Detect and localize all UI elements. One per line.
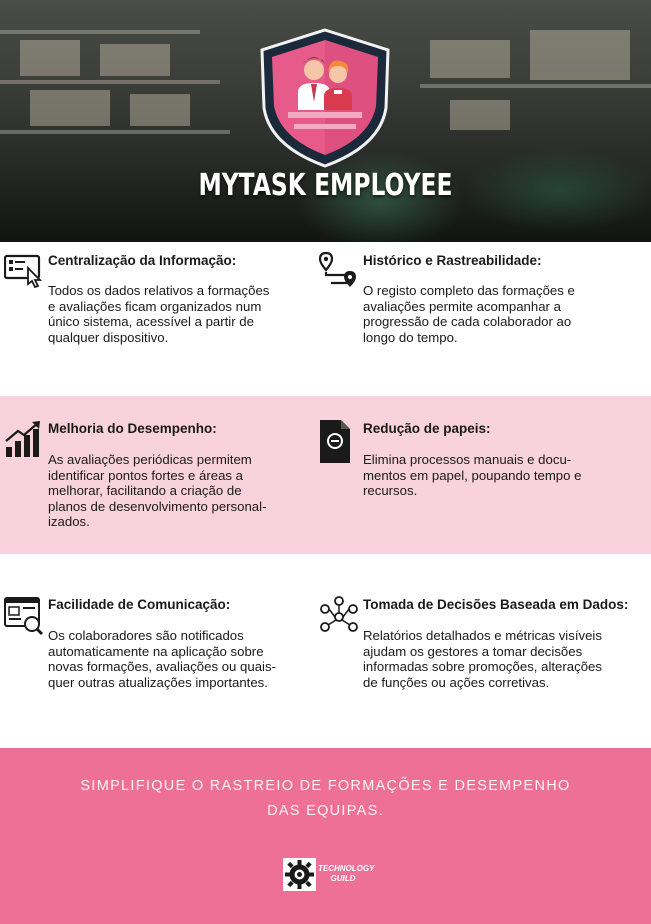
people-network-icon [319, 595, 359, 635]
feature-line: izados. [48, 514, 90, 530]
feature-description [363, 628, 648, 690]
feature-line: As avaliações periódicas permitem [48, 452, 252, 467]
feature-communication [4, 595, 304, 705]
box [20, 40, 80, 76]
feature-line: melhorar, facilitando a criação de [48, 483, 242, 499]
feature-line: automaticamente na aplicação sobre [48, 643, 264, 659]
feature-title: Melhoria do Desempenho: [48, 421, 217, 436]
logo [283, 858, 316, 891]
logo-line: GUILD [330, 874, 356, 883]
feature-description [48, 452, 303, 530]
box [430, 40, 510, 78]
feature-title: Centralização da Informação: [48, 253, 237, 268]
document-minus-icon [319, 419, 359, 465]
feature-line: recursos. [363, 483, 418, 499]
gear-logo-icon [283, 858, 316, 891]
feature-line: informadas sobre promoções, alterações [363, 659, 602, 675]
feature-line: novas formações, avaliações ou quais- [48, 659, 276, 675]
feature-line: O registo completo das formações e [363, 283, 575, 298]
feature-line: e avaliações ficam organizados num [48, 298, 262, 314]
dashboard-touch-icon [4, 251, 44, 291]
feature-history [319, 251, 619, 361]
growth-chart-icon [4, 419, 44, 459]
feature-line: progressão de cada colaborador ao [363, 314, 572, 330]
feature-description [48, 628, 303, 690]
slogan-line: SIMPLIFIQUE O RASTREIO DE FORMAÇÕES E DESEMPENHO [80, 778, 571, 794]
feature-line: quer outras atualizações importantes. [48, 674, 268, 690]
feature-line: Elimina processos manuais e docu- [363, 452, 572, 467]
feature-line: Os colaboradores são notificados [48, 628, 244, 643]
box [450, 100, 510, 130]
feature-line: Relatórios detalhados e métricas visíveis [363, 628, 602, 643]
feature-description [363, 283, 618, 345]
box [130, 94, 190, 126]
logo-line: TECHNOLOGY [318, 864, 375, 873]
feature-line: ajudam os gestores a tomar decisões [363, 643, 583, 659]
feature-title: Facilidade de Comunicação: [48, 597, 231, 612]
notification-window-icon [4, 595, 44, 635]
shelf [0, 30, 200, 34]
feature-line: Todos os dados relativos a formações [48, 283, 270, 298]
feature-line: qualquer dispositivo. [48, 329, 169, 345]
page-title: MYTASK EMPLOYEE [198, 168, 453, 203]
feature-line: longo do tempo. [363, 329, 458, 345]
shelf [420, 84, 651, 88]
feature-line: avaliações permite acompanhar a [363, 298, 561, 314]
employees-shield-icon [258, 28, 392, 168]
hero-banner [0, 0, 651, 242]
feature-description [363, 452, 618, 499]
slogan [60, 774, 591, 824]
feature-data-decisions [319, 595, 649, 705]
shelf [0, 130, 230, 134]
feature-paper-reduction [319, 419, 619, 519]
feature-line: único sistema, acessível a partir de [48, 314, 254, 330]
feature-line: de funções ou ações corretivas. [363, 674, 550, 690]
feature-performance [4, 419, 304, 539]
feature-line: planos de desenvolvimento personal- [48, 498, 267, 514]
feature-title: Tomada de Decisões Baseada em Dados: [363, 597, 629, 612]
box [530, 30, 630, 80]
box [30, 90, 110, 126]
shelf [0, 80, 220, 84]
footer [0, 748, 651, 924]
feature-centralization [4, 251, 304, 361]
feature-line: identificar pontos fortes e áreas a [48, 467, 243, 483]
feature-description [48, 283, 303, 345]
logo-text [318, 864, 375, 884]
feature-title: Histórico e Rastreabilidade: [363, 253, 542, 268]
feature-title: Redução de papeis: [363, 421, 491, 436]
slogan-line: DAS EQUIPAS. [267, 803, 384, 819]
feature-line: mentos em papel, poupando tempo e [363, 467, 582, 483]
box [100, 44, 170, 76]
route-map-icon [319, 251, 359, 291]
